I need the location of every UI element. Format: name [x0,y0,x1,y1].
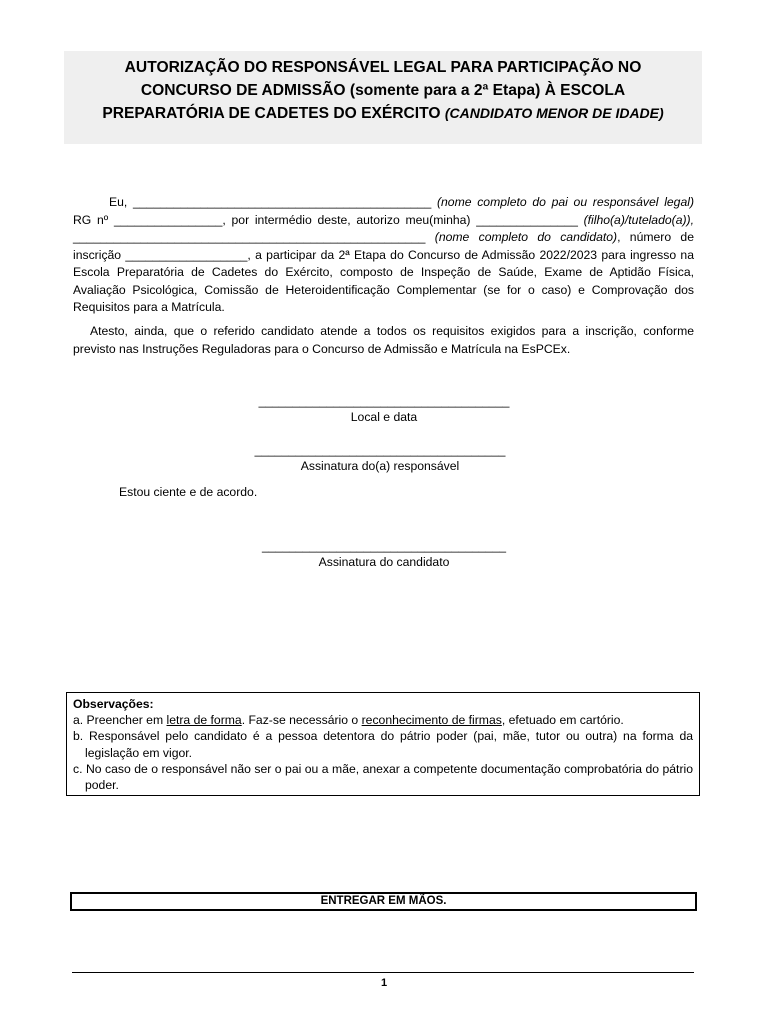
responsible-signature-line: _____________________________________ [254,443,506,457]
candidate-signature-line: ____________________________________ [261,539,506,553]
candidate-signature-label: Assinatura do candidato [318,555,450,569]
authorization-paragraph [73,194,694,317]
parent-name-blank: ____________________________________________ [133,195,432,209]
authorization-rest: , a participar da 2ª Etapa do Concurso de Admissão 2022/2023 para ingresso na Escola Preparatória de Cadetes do Exército, composto de Inspeção de Saúde, Exame de Aptidão Física, Avaliação Psicológica, Comissão de Heteroidentificação Complementar (se for o caso) e Comprovação dos Requisitos para a Matrícula. [73,247,694,314]
observation-a [73,712,693,728]
page-number: 1 [380,977,388,989]
observation-a-underline-2: reconhecimento de firmas [361,713,502,728]
authorize-text: , por intermédio deste, autorizo meu(minha) [222,212,471,227]
observation-b: b. Responsável pelo candidato é a pessoa detentora do pátrio poder (pai, mãe, tutor ou outra) na forma da legislação em vigor. [73,729,693,760]
local-date-signature [250,393,518,425]
candidate-name-blank: ____________________________________________________ [73,230,426,244]
parent-name-label: (nome completo do pai ou responsável legal) [436,195,695,209]
rg-blank: ________________ [113,212,223,227]
attest-paragraph: Atesto, ainda, que o referido candidato atende a todos os requisitos exigidos para a inscrição, conforme previsto nas Instruções Reguladoras para o Concurso de Admissão e Matrícula na EsPCEx. [73,324,694,356]
eu-text: Eu, [109,195,128,209]
responsible-signature [246,442,514,474]
registration-blank: __________________ [125,247,248,262]
footer-divider [72,972,694,973]
title-main: AUTORIZAÇÃO DO RESPONSÁVEL LEGAL PARA PARTICIPAÇÃO NO CONCURSO DE ADMISSÃO (somente para a 2ª Etapa) À ESCOLA PREPARATÓRIA DE CADETES DO EXÉRCITO [102,59,642,122]
observations-box [66,692,700,796]
agreement-text: Estou ciente e de acordo. [119,485,258,499]
observation-a-underline-1: letra de forma [166,713,242,728]
deliver-by-hand-banner: ENTREGAR EM MÃOS. [70,892,697,911]
local-date-line: _____________________________________ [258,394,510,408]
observation-c: c. No caso de o responsável não ser o pai ou a mãe, anexar a competente documentação comprobatória do pátrio poder. [73,761,693,793]
candidate-name-label: (nome completo do candidato) [434,230,618,244]
observations-title: Observações: [73,697,154,711]
observation-a-mid: . Faz-se necessário o [241,713,359,728]
child-blank: _______________ [476,212,578,227]
registration-label: , número de inscrição [73,230,694,262]
observation-a-prefix: a. Preencher em [73,713,164,728]
candidate-signature [254,538,514,570]
responsible-signature-label: Assinatura do(a) responsável [300,459,460,473]
observation-a-suffix: , efetuado em cartório. [501,713,624,728]
rg-label: RG nº [73,212,109,227]
child-label: (filho(a)/tutelado(a)), [583,212,694,227]
document-title [64,51,702,144]
title-sub: (CANDIDATO MENOR DE IDADE) [444,105,664,121]
local-date-label: Local e data [350,410,418,424]
